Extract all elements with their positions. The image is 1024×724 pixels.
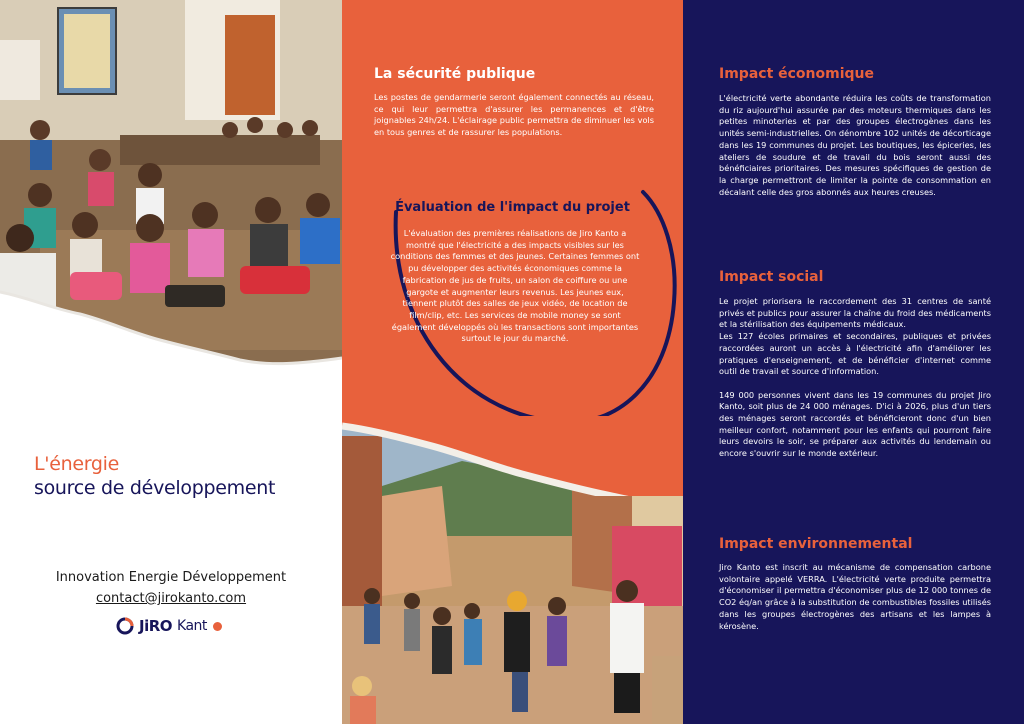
social-impact-paragraph: Les 127 écoles primaires et secondaires, publiques et privées raccordées auront un accès à l'électricité afin d'améliorer les pratiques d'enseignement, et de bénéficier d'internet comme outil de travail et source d'information. <box>719 331 991 377</box>
brand-title-line2: source de développement <box>34 477 276 499</box>
social-impact-paragraph: 149 000 personnes vivent dans les 19 communes du projet Jiro Kanto, soit plus de 24 000 ménages. D'ici à 2026, plus d'un tiers des ménages seront raccordés et bénéficieront donc d'un bien meilleur confort, notamment pour les enfants qui pourront faire leurs devoirs le soir, se préparer aux activités du lendemain ou encore s'ouvrir sur le monde extérieur. <box>719 389 991 459</box>
social-impact-paragraph: Le projet priorisera le raccordement des 31 centres de santé privés et publics pour assurer la chaîne du froid des médicaments et la stérilisation des équipements médicaux. <box>719 296 991 330</box>
right-panel <box>683 0 1024 724</box>
evaluation-body: L'évaluation des premières réalisations de Jiro Kanto a montré que l'électricité a des impacts visibles sur les conditions des femmes et des jeunes. Certaines femmes ont pu développer des activités économiques comme la fabrication de jus de fruits, un salon de coiffure ou une gargote et augmenter leurs revenus. Les jeunes eux, tiennent plutôt des salles de jeux vidéo, de location de film/clip, etc. Les services de mobile money se sont également développés où les transactions sont importantes surtout le jour du marché. <box>390 228 640 344</box>
organization-name: Innovation Energie Développement <box>55 570 287 585</box>
middle-panel <box>342 0 683 724</box>
contact-email-link[interactable]: contact@jirokanto.com <box>95 591 247 606</box>
logo-text-kanto: Kant <box>177 618 207 634</box>
logo-dot-icon <box>213 622 222 631</box>
environmental-impact-body: Jiro Kanto est inscrit au mécanisme de compensation carbone volontaire appelé VERRA. L'électricité verte produite permettra d'économiser il permettra d'économiser plus de 12 000 tonnes de CO2 éq/an grâce à la substitution de combustibles fossiles utilisés dans les groupes électrogènes des artisans et les lampes à kérosène. <box>719 562 991 631</box>
left-panel <box>0 0 342 724</box>
security-body: Les postes de gendarmerie seront également connectés au réseau, ce qui leur permettra d'assurer les permanences et d'être joignables 24h/24. L'éclairage public permettra de diminuer les vols en tous genres et de rassurer les populations. <box>374 92 654 138</box>
torn-paper-edge <box>342 416 683 496</box>
economic-impact-title: Impact économique <box>719 66 874 82</box>
logo-mark-icon <box>116 617 134 635</box>
evaluation-title: Évaluation de l'impact du projet <box>395 200 630 215</box>
environmental-impact-title: Impact environnemental <box>719 536 913 552</box>
economic-impact-body: L'électricité verte abondante réduira les coûts de transformation du riz aujourd'hui assurée par des moteurs thermiques dans les petites minoteries et par des groupes électrogènes dans les unités semi-industrielles. On dénombre 102 unités de décorticage dans les 19 communes du projet. Les boutiques, les épiceries, les ateliers de soudure et de travail du bois seront aussi des bénéficiaires prioritaires. Des mesures spécifiques de gestion de la charge permettront de limiter la pointe de consommation en décalant celle des gros abonnés aux heures creuses. <box>719 93 991 197</box>
jiro-kanto-logo <box>116 614 222 638</box>
social-impact-body <box>719 296 991 460</box>
logo-text-jiro: JiRO <box>139 617 173 635</box>
brand-title-line1: L'énergie <box>34 453 120 475</box>
brand-title <box>34 452 334 500</box>
contact-block <box>0 568 342 608</box>
torn-paper-edge <box>0 280 342 390</box>
social-impact-title: Impact social <box>719 269 824 285</box>
security-title: La sécurité publique <box>374 66 536 82</box>
